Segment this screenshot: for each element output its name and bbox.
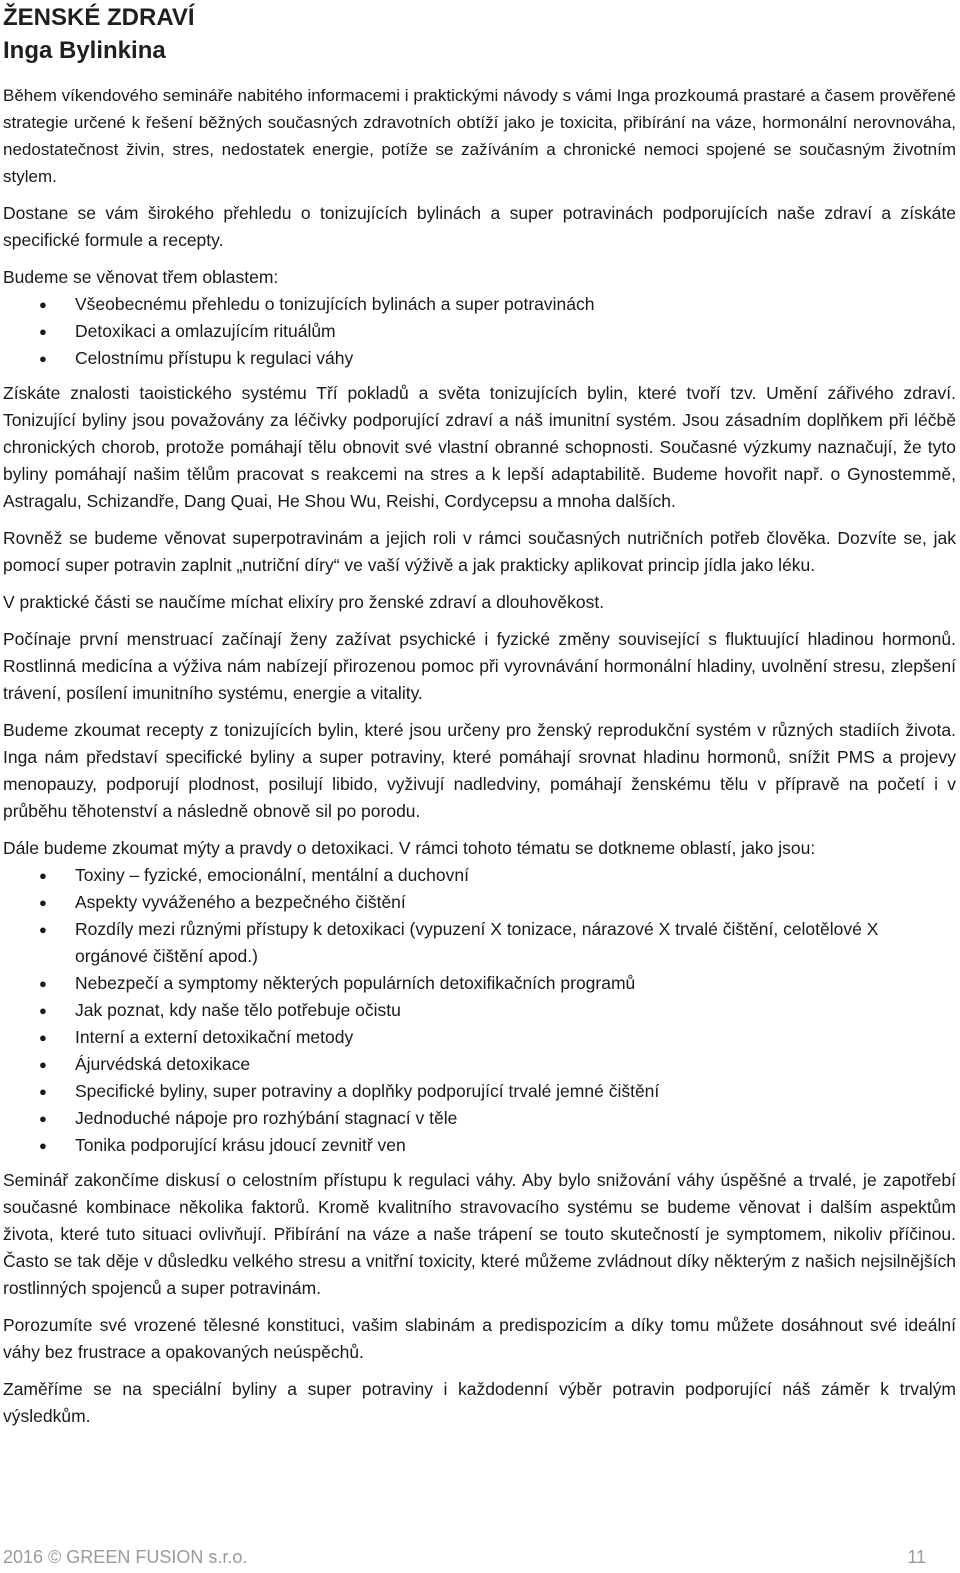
paragraph-recipes: Budeme zkoumat recepty z tonizujících bylin, které jsou určeny pro ženský reprodukční systém v různých stadiích života. Inga nám představí specifické byliny a super potraviny, které pomáhají srovnat hladinu hormonů, snížit PMS a projevy menopauzy, podporují plodnost, posilují libido, vyživují nadledviny, pomáhají ženskému tělu v přípravě na početí i v průběhu těhotenství a následně obnově sil po porodu. [3,720,956,821]
list-item: ● Detoxikaci a omlazujícím rituálům [3,318,956,345]
list-item: ● Jednoduché nápoje pro rozhýbání stagnací v těle [3,1105,956,1132]
paragraph-constitution: Porozumíte své vrozené tělesné konstituci, vašim slabinám a predispozicím a díky tomu můžete dosáhnout své ideální váhy bez frustrace a opakovaných neúspěchů. [3,1315,956,1362]
paragraph-focus: Zaměříme se na speciální byliny a super potraviny i každodenní výběr potravin podporující náš záměr k trvalým výsledkům. [3,1379,956,1426]
document-body [3,2,956,1440]
list-item: ● Celostnímu přístupu k regulaci váhy [3,345,956,372]
bullet-icon: ● [39,297,47,312]
detox-list [3,862,956,1159]
paragraph-weight: Seminář zakončíme diskusí o celostním přístupu k regulaci váhy. Aby bylo snižování váhy úspěšné a trvalé, je zapotřebí současné kombinace několika faktorů. Kromě kvalitního stravovacího systému se budeme věnovat i dalším aspektům života, které tuto situaci ovlivňují. Přibírání na váze a naše trápení se touto skutečností je symptomem, nikoliv příčinou. Často se tak děje v důsledku velkého stresu a vnitřní toxicity, které můžeme zvládnout díky některým z našich nejsilnějších rostlinných spojenců a super potravinám. [3,1170,956,1298]
paragraph-hormones: Počínaje první menstruací začínají ženy zažívat psychické i fyzické změny související s fluktuující hladinou hormonů. Rostlinná medicína a výživa nám nabízejí přirozenou pomoc při vyrovnávání hormonální hladiny, uvolnění stresu, zlepšení trávení, posílení imunitního systému, energie a vitality. [3,629,956,703]
bullet-icon: ● [39,976,47,991]
bullet-icon: ● [39,895,47,910]
bullet-icon: ● [39,1030,47,1045]
paragraph-practical: V praktické části se naučíme míchat elixíry pro ženské zdraví a dlouhověkost. [3,592,605,612]
list-item: ● Aspekty vyváženého a bezpečného čištění [3,889,956,916]
bullet-icon: ● [39,1084,47,1099]
areas-list [3,291,956,372]
bullet-icon: ● [39,922,47,937]
document-title: ŽENSKÉ ZDRAVÍ [3,4,195,31]
bullet-icon: ● [39,1057,47,1072]
paragraph-areas-intro: Budeme se věnovat třem oblastem: [3,267,279,287]
bullet-icon: ● [39,868,47,883]
bullet-icon: ● [39,1111,47,1126]
page-number: 11 [907,1547,926,1567]
paragraph-detox-intro: Dále budeme zkoumat mýty a pravdy o detoxikaci. V rámci tohoto tématu se dotkneme oblastí, jako jsou: [3,838,816,858]
paragraph-superfoods: Rovněž se budeme věnovat superpotravinám a jejich roli v rámci současných nutričních potřeb člověka. Dozvíte se, jak pomocí super potravin zaplnit „nutriční díry“ ve vaší výživě a jak prakticky aplikovat princip jídla jako léku. [3,528,956,575]
bullet-icon: ● [39,351,47,366]
list-item: ● Interní a externí detoxikační metody [3,1024,956,1051]
list-item: ● Všeobecnému přehledu o tonizujících bylinách a super potravinách [3,291,956,318]
list-item: ● Rozdíly mezi různými přístupy k detoxikaci (vypuzení X tonizace, nárazové X trvalé čištění, celotělové X orgánové čištění apod.) [3,916,956,970]
bullet-icon: ● [39,1138,47,1153]
paragraph-taoist-system: Získáte znalosti taoistického systému Tří pokladů a světa tonizujících bylin, které tvoří tzv. Umění zářivého zdraví. Tonizující byliny jsou považovány za léčivky podporující zdraví a náš imunitní systém. Jsou zásadním doplňkem při léčbě chronických chorob, protože pomáhají tělu obnovit své vlastní obranné schopnosti. Současné výzkumy naznačují, že tyto byliny pomáhají našim tělům pracovat s reakcemi na stres a k lepší adaptabilitě. Budeme hovořit např. o Gynostemmě, Astragalu, Schizandře, Dang Quai, He Shou Wu, Reishi, Cordycepsu a mnoha dalších. [3,383,956,511]
paragraph-overview: Dostane se vám širokého přehledu o tonizujících bylinách a super potravinách podporujících naše zdraví a získáte specifické formule a recepty. [3,203,956,250]
page-footer [3,1544,926,1570]
bullet-icon: ● [39,1003,47,1018]
footer-copyright: 2016 © GREEN FUSION s.r.o. [3,1547,248,1567]
list-item: ● Ájurvédská detoxikace [3,1051,956,1078]
list-item: ● Tonika podporující krásu jdoucí zevnitř ven [3,1132,956,1159]
document-author: Inga Bylinkina [3,37,166,64]
list-item: ● Jak poznat, kdy naše tělo potřebuje očistu [3,997,956,1024]
list-item: ● Toxiny – fyzické, emocionální, mentální a duchovní [3,862,956,889]
paragraph-intro: Během víkendového semináře nabitého informacemi i praktickými návody s vámi Inga prozkoumá prastaré a časem prověřené strategie určené k řešení běžných současných zdravotních obtíží jako je toxicita, přibírání na váze, hormonální nerovnováha, nedostatečnost živin, stres, nedostatek energie, potíže se zažíváním a chronické nemoci spojené se současným životním stylem. [3,86,956,186]
list-item: ● Nebezpečí a symptomy některých populárních detoxifikačních programů [3,970,956,997]
list-item: ● Specifické byliny, super potraviny a doplňky podporující trvalé jemné čištění [3,1078,956,1105]
bullet-icon: ● [39,324,47,339]
